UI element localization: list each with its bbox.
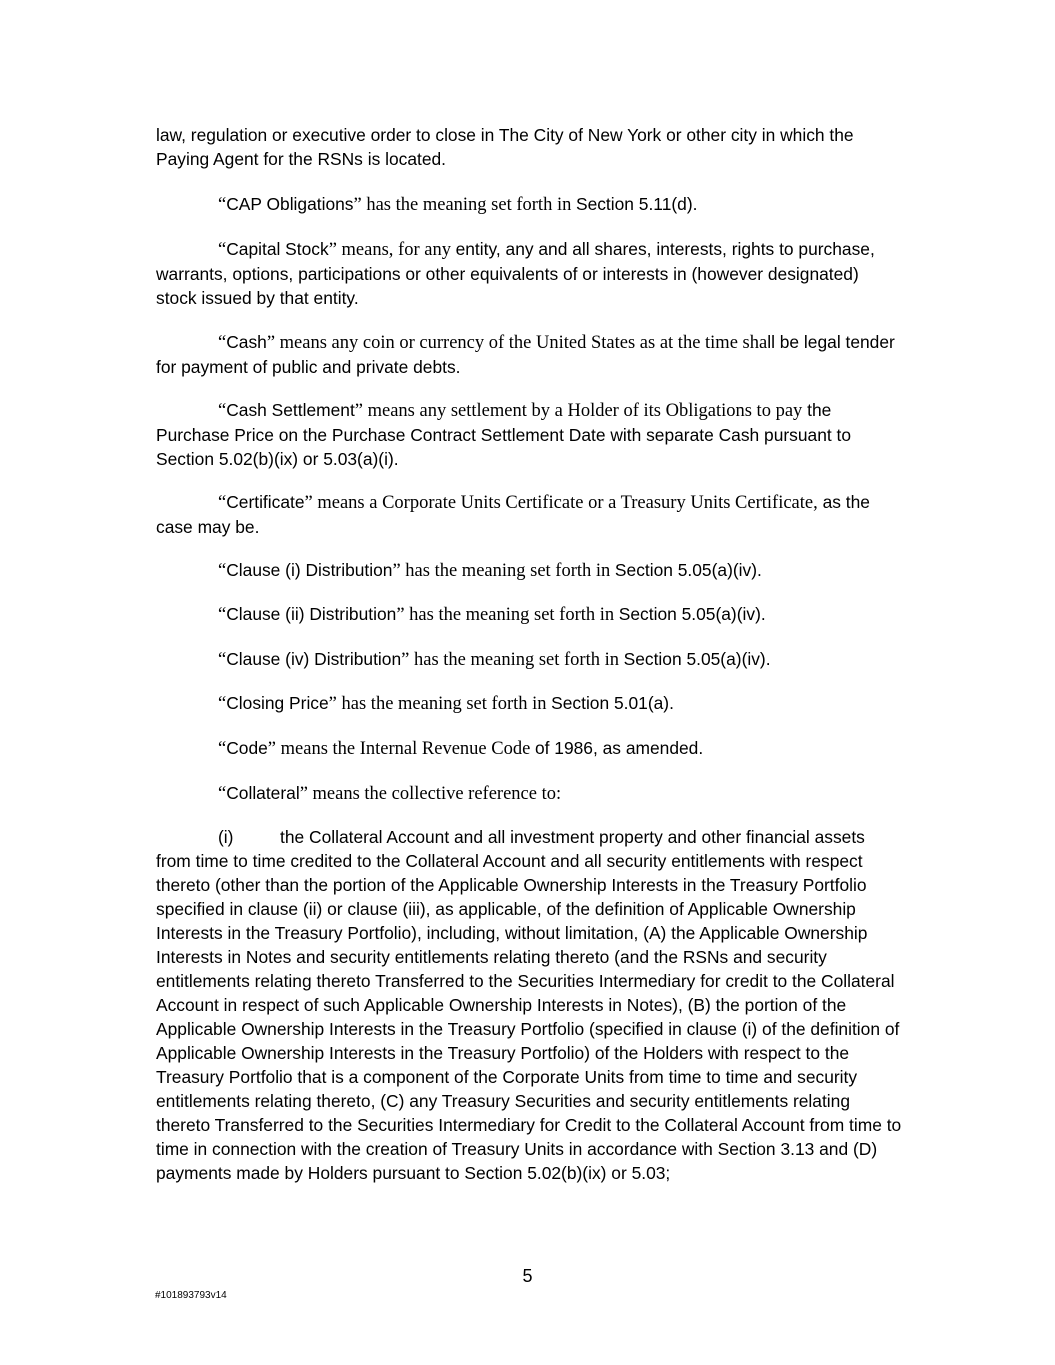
definition-code (156, 736, 904, 761)
close-quote: ” (328, 240, 337, 260)
document-id: #101893793v14 (155, 1290, 227, 1301)
continuation-text: law, regulation or executive order to close in The City of New York or other city in which the Paying Agent for the RSNs is located. (156, 125, 854, 169)
open-quote: “ (218, 240, 227, 260)
close-quote: ” (396, 605, 405, 625)
definition-clause-iv-distribution (156, 647, 904, 672)
section-reference: Section 5.11(d). (575, 194, 698, 214)
open-quote: “ (218, 195, 227, 215)
defined-term: Clause (ii) Distribution (226, 604, 397, 624)
clause-text: the Collateral Account and all investment property and other financial assets from time to time credited to the Collateral Account and all security entitlements with respect thereto (other than the portion of the Applicable Ownership Interests in the Treasury Portfolio specified in clause (ii) or clause (iii), as applicable, of the definition of Applicable Ownership Interests in the Treasury Portfolio), including, without limitation, (A) the Applicable Ownership Interests in Notes and security entitlements relating thereto (and the RSNs and security entitlements relating thereto Transferred to the Securities Intermediary for credit to the Collateral Account in respect of such Applicable Ownership Interests in Notes), (B) the portion of the Applicable Ownership Interests in the Treasury Portfolio (specified in clause (i) of the definition of Applicable Ownership Interests in the Treasury Portfolio) of the Holders with respect to the Treasury Portfolio that is a component of the Corporate Units from time to time and security entitlements relating thereto, (C) any Treasury Securities and security entitlements relating thereto Transferred to the Securities Intermediary for Credit to the Collateral Account from time to time in connection with the creation of Treasury Units in accordance with Section 3.13 and (D) payments made by Holders pursuant to Section 5.02(b)(ix) or 5.03; (156, 827, 902, 1183)
definition-body-rest: entity, any and all shares, interests, rights to purchase, warrants, options, participations or other equivalents of or interests in (however designated) stock issued by that entity. (156, 239, 875, 308)
definition-body: means, for any (336, 240, 456, 260)
open-quote: “ (218, 650, 227, 670)
page-number: 5 (522, 1266, 533, 1286)
definition-body: means a Corporate Units Certificate or a Treasury Units Certificate, (312, 493, 818, 513)
clause-label: (i) (218, 827, 234, 847)
defined-term: Closing Price (226, 693, 329, 713)
definition-body: has the meaning set forth in (409, 650, 624, 670)
defined-term: Cash Settlement (226, 400, 355, 420)
definition-body: means the Internal Revenue Code (276, 739, 535, 759)
close-quote: ” (304, 493, 313, 513)
open-quote: “ (218, 401, 227, 421)
definition-clause-i-distribution (156, 558, 904, 583)
definition-clause-ii-distribution (156, 602, 904, 627)
open-quote: “ (218, 493, 227, 513)
defined-term: Code (226, 738, 268, 758)
definition-body: means the collective reference to: (307, 784, 562, 804)
close-quote: ” (354, 401, 363, 421)
close-quote: ” (392, 561, 401, 581)
defined-term: Collateral (226, 783, 300, 803)
continuation-paragraph (156, 123, 904, 171)
close-quote: ” (299, 784, 308, 804)
open-quote: “ (218, 784, 227, 804)
close-quote: ” (353, 195, 362, 215)
section-reference: Section 5.05(a)(iv). (623, 649, 771, 669)
close-quote: ” (401, 650, 410, 670)
defined-term: Capital Stock (226, 239, 329, 259)
section-reference: Section 5.05(a)(iv). (614, 560, 762, 580)
close-quote: ” (328, 694, 337, 714)
definition-body: has the meaning set forth in (336, 694, 552, 714)
collateral-clause-i (156, 825, 904, 1185)
open-quote: “ (218, 561, 227, 581)
section-reference: Section 5.05(a)(iv). (618, 604, 766, 624)
definition-body-rest: the Purchase Price on the Purchase Contract Settlement Date with separate Cash pursuant to Section 5.02(b)(ix) or 5.03(a)(i). (156, 400, 852, 469)
defined-term: Certificate (226, 492, 305, 512)
open-quote: “ (218, 694, 227, 714)
close-quote: ” (266, 333, 276, 353)
defined-term: Clause (iv) Distribution (226, 649, 402, 669)
definition-capital-stock (156, 237, 904, 310)
definition-body: has the meaning set forth in (404, 605, 619, 625)
definition-body: has the meaning set forth in (361, 195, 576, 215)
definition-cash-settlement (156, 398, 904, 471)
definition-closing-price (156, 691, 904, 716)
definition-body-rest: ll be legal tender for payment of public and private debts. (156, 332, 895, 377)
defined-term: CAP Obligations (226, 194, 354, 214)
section-reference: Section 5.01(a). (551, 693, 674, 713)
definition-collateral (156, 781, 904, 806)
close-quote: ” (267, 739, 277, 759)
open-quote: “ (218, 333, 227, 353)
definition-body: means any coin or currency of the United States as at the time sha (275, 333, 768, 353)
definition-body: means any settlement by a Holder of its Obligations to pay (363, 401, 803, 421)
definition-cap-obligations (156, 192, 904, 217)
defined-term: Cash (226, 332, 267, 352)
definition-body: has the meaning set forth in (400, 561, 615, 581)
open-quote: “ (218, 739, 227, 759)
definition-cash (156, 330, 904, 379)
definition-body-rest: as the case may be. (156, 492, 870, 537)
open-quote: “ (218, 605, 227, 625)
section-reference: of 1986, as amended. (534, 738, 704, 758)
defined-term: Clause (i) Distribution (226, 560, 393, 580)
definition-certificate (156, 490, 904, 539)
